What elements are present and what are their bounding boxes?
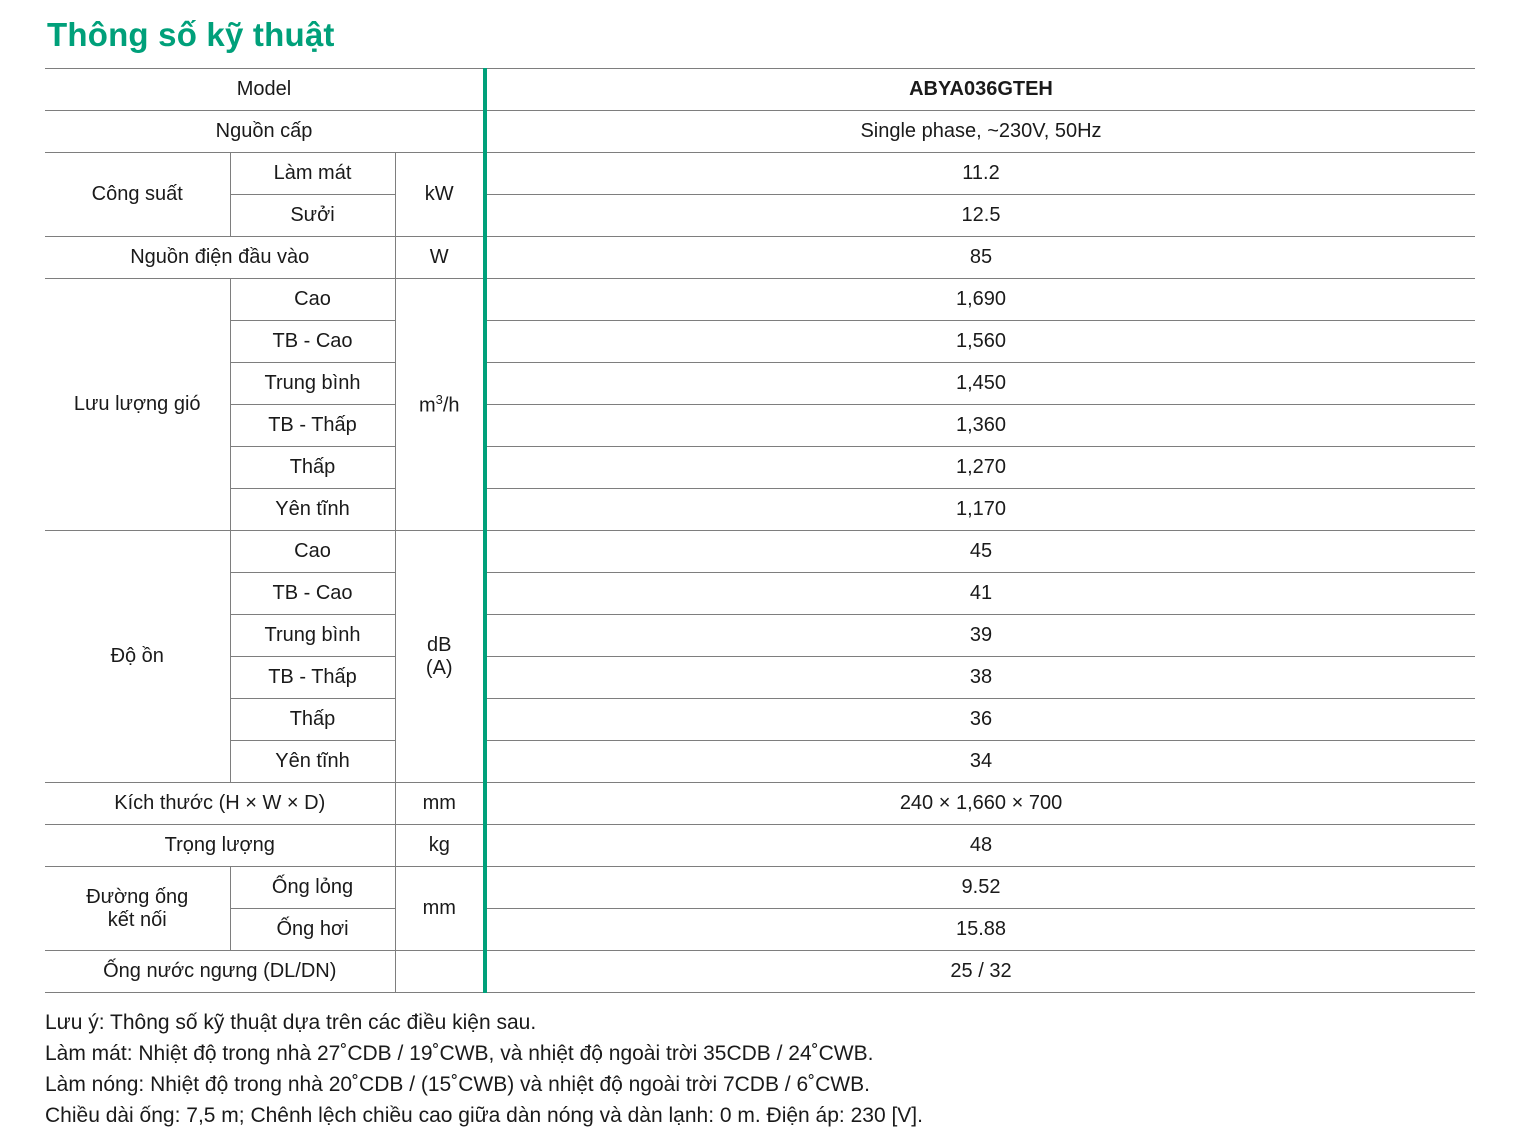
cell-noise-value: 39: [485, 615, 1475, 657]
cell-pipe-gas-value: 15.88: [485, 909, 1475, 951]
table-row-airflow-4: [45, 405, 1475, 447]
table-row-noise-1: [45, 531, 1475, 573]
cell-noise-unit-line2: (A): [425, 656, 453, 679]
table-row-pipe-liquid: [45, 867, 1475, 909]
cell-capacity-heating-value: 12.5: [485, 195, 1475, 237]
table-row-airflow-1: [45, 279, 1475, 321]
cell-noise-speed: Yên tĩnh: [230, 741, 395, 783]
table-row-weight: [45, 825, 1475, 867]
cell-drain-value: 25 / 32: [485, 951, 1475, 993]
note-line-4: Chiều dài ống: 7,5 m; Chênh lệch chiều cao giữa dàn nóng và dàn lạnh: 0 m. Điện áp: 230 [V].: [45, 1104, 923, 1127]
cell-airflow-value: 1,690: [485, 279, 1475, 321]
table-row-noise-6: [45, 741, 1475, 783]
cell-noise-speed: Cao: [230, 531, 395, 573]
cell-capacity-heating-label: Sưởi: [230, 195, 395, 237]
table-row-capacity-heating: [45, 195, 1475, 237]
cell-airflow-speed: TB - Cao: [230, 321, 395, 363]
cell-model-value: ABYA036GTEH: [485, 69, 1475, 111]
cell-airflow-value: 1,360: [485, 405, 1475, 447]
cell-noise-value: 36: [485, 699, 1475, 741]
table-row-input-power: [45, 237, 1475, 279]
note-line-2: Làm mát: Nhiệt độ trong nhà 27˚CDB / 19˚CWB, và nhiệt độ ngoài trời 35CDB / 24˚CWB.: [45, 1042, 874, 1065]
table-row-airflow-6: [45, 489, 1475, 531]
cell-noise-label: Độ ồn: [45, 531, 230, 783]
cell-weight-value: 48: [485, 825, 1475, 867]
cell-dimension-label: Kích thước (H × W × D): [45, 783, 395, 825]
cell-noise-speed: Trung bình: [230, 615, 395, 657]
cell-noise-unit: [395, 531, 485, 783]
cell-power-supply-value: Single phase, ~230V, 50Hz: [485, 111, 1475, 153]
cell-noise-value: 41: [485, 573, 1475, 615]
cell-noise-unit-line1: dB: [427, 633, 452, 656]
cell-airflow-value: 1,450: [485, 363, 1475, 405]
cell-weight-unit: kg: [395, 825, 485, 867]
cell-pipe-unit: mm: [395, 867, 485, 951]
note-line-3: Làm nóng: Nhiệt độ trong nhà 20˚CDB / (15˚CWB) và nhiệt độ ngoài trời 7CDB / 6˚CWB.: [45, 1073, 870, 1096]
cell-model-label: Model: [45, 69, 485, 111]
cell-airflow-label: Lưu lượng gió: [45, 279, 230, 531]
cell-noise-speed: TB - Cao: [230, 573, 395, 615]
cell-airflow-unit: $m^3/h$: [395, 279, 485, 531]
table-row-airflow-2: [45, 321, 1475, 363]
table-row-noise-2: [45, 573, 1475, 615]
cell-drain-unit: [395, 951, 485, 993]
note-line-1: Lưu ý: Thông số kỹ thuật dựa trên các điều kiện sau.: [45, 1011, 537, 1034]
cell-airflow-speed: Yên tĩnh: [230, 489, 395, 531]
cell-noise-value: 38: [485, 657, 1475, 699]
cell-pipe-label-line1: Đường ống: [86, 885, 189, 908]
cell-airflow-speed: Trung bình: [230, 363, 395, 405]
cell-pipe-liquid-label: Ống lỏng: [230, 867, 395, 909]
cell-pipe-label: [45, 867, 230, 951]
cell-drain-label: Ống nước ngưng (DL/DN): [45, 951, 395, 993]
notes-block: [45, 1007, 1475, 1131]
cell-pipe-gas-label: Ống hơi: [230, 909, 395, 951]
cell-noise-value: 45: [485, 531, 1475, 573]
table-row-noise-4: [45, 657, 1475, 699]
cell-noise-speed: Thấp: [230, 699, 395, 741]
cell-airflow-speed: Thấp: [230, 447, 395, 489]
cell-input-unit: W: [395, 237, 485, 279]
cell-dimension-value: 240 × 1,660 × 700: [485, 783, 1475, 825]
cell-input-label: Nguồn điện đầu vào: [45, 237, 395, 279]
cell-airflow-value: 1,560: [485, 321, 1475, 363]
table-row-noise-3: [45, 615, 1475, 657]
cell-dimension-unit: mm: [395, 783, 485, 825]
cell-airflow-speed: TB - Thấp: [230, 405, 395, 447]
cell-capacity-cooling-value: 11.2: [485, 153, 1475, 195]
cell-weight-label: Trọng lượng: [45, 825, 395, 867]
table-row-airflow-5: [45, 447, 1475, 489]
table-row-model: [45, 69, 1475, 111]
page-title: Thông số kỹ thuật: [47, 16, 335, 53]
cell-noise-value: 34: [485, 741, 1475, 783]
cell-airflow-value: 1,170: [485, 489, 1475, 531]
cell-pipe-label-line2: kết nối: [107, 908, 167, 931]
table-row-pipe-gas: [45, 909, 1475, 951]
cell-capacity-unit: kW: [395, 153, 485, 237]
table-row-noise-5: [45, 699, 1475, 741]
cell-pipe-liquid-value: 9.52: [485, 867, 1475, 909]
cell-noise-speed: TB - Thấp: [230, 657, 395, 699]
cell-airflow-value: 1,270: [485, 447, 1475, 489]
table-row-power-supply: [45, 111, 1475, 153]
cell-input-value: 85: [485, 237, 1475, 279]
table-row-airflow-3: [45, 363, 1475, 405]
cell-capacity-label: Công suất: [45, 153, 230, 237]
table-row-dimension: [45, 783, 1475, 825]
cell-airflow-speed: Cao: [230, 279, 395, 321]
table-row-drain: [45, 951, 1475, 993]
cell-power-supply-label: Nguồn cấp: [45, 111, 485, 153]
specification-table: [45, 68, 1475, 993]
cell-capacity-cooling-label: Làm mát: [230, 153, 395, 195]
table-row-capacity-cooling: [45, 153, 1475, 195]
